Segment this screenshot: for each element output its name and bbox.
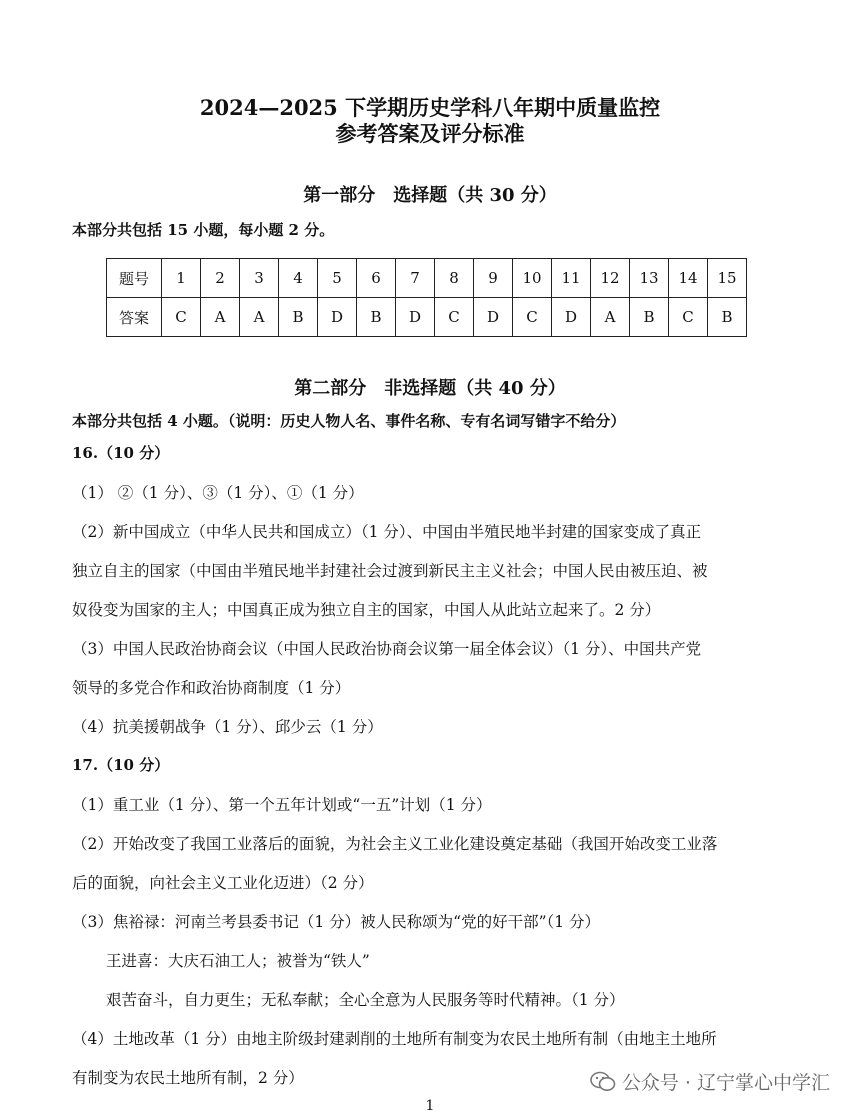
answer-cell: C bbox=[513, 298, 552, 337]
question-number-cell: 14 bbox=[669, 259, 708, 298]
question-number-cell: 3 bbox=[240, 259, 279, 298]
q16-line: （3）中国人民政治协商会议（中国人民政治协商会议第一届全体会议）（1 分）、中国共产党 bbox=[72, 640, 702, 658]
answer-cell: D bbox=[474, 298, 513, 337]
answer-cell: B bbox=[357, 298, 396, 337]
question-number-cell: 8 bbox=[435, 259, 474, 298]
question-number-cell: 11 bbox=[552, 259, 591, 298]
answer-cell: D bbox=[396, 298, 435, 337]
q16-line: （1） ②（1 分）、③（1 分）、①（1 分） bbox=[72, 484, 364, 502]
answer-cell: A bbox=[240, 298, 279, 337]
q16-line: 奴役变为国家的主人；中国真正成为独立自主的国家，中国人从此站立起来了。2 分） bbox=[72, 601, 661, 619]
question-number-cell: 5 bbox=[318, 259, 357, 298]
q17-line: （3）焦裕禄：河南兰考县委书记（1 分）被人民称颂为“党的好干部”（1 分） bbox=[72, 913, 601, 931]
part1-note: 本部分共包括 15 小题，每小题 2 分。 bbox=[72, 221, 335, 239]
answer-table-number-row bbox=[107, 259, 747, 298]
q17-line: （2）开始改变了我国工业落后的面貌，为社会主义工业化建设奠定基础（我国开始改变工业落 bbox=[72, 835, 718, 853]
answer-cell: A bbox=[201, 298, 240, 337]
answer-cell: B bbox=[279, 298, 318, 337]
document-title-line2: 参考答案及评分标准 bbox=[335, 121, 525, 146]
question-number-cell: 1 bbox=[162, 259, 201, 298]
q16-line: （2）新中国成立（中华人民共和国成立）（1 分）、中国由半殖民地半封建的国家变成了真正 bbox=[72, 523, 702, 541]
q17-line: 有制变为农民土地所有制，2 分） bbox=[72, 1069, 304, 1087]
question-number-cell: 15 bbox=[708, 259, 747, 298]
question-number-cell: 6 bbox=[357, 259, 396, 298]
answer-cell: B bbox=[708, 298, 747, 337]
answer-table bbox=[106, 258, 747, 337]
part2-heading: 第二部分 非选择题（共 40 分） bbox=[294, 378, 566, 399]
q17-line: （4）土地改革（1 分）由地主阶级封建剥削的土地所有制变为农民土地所有制（由地主土地所 bbox=[72, 1030, 717, 1048]
q17-label: 17.（10 分） bbox=[72, 756, 170, 774]
q16-label: 16.（10 分） bbox=[72, 444, 170, 462]
question-number-cell: 10 bbox=[513, 259, 552, 298]
wechat-icon bbox=[590, 1071, 616, 1093]
row-label-number: 题号 bbox=[107, 259, 162, 298]
q16-line: 领导的多党合作和政治协商制度（1 分） bbox=[72, 679, 351, 697]
answer-cell: D bbox=[318, 298, 357, 337]
watermark-text: 公众号 · 辽宁掌心中学汇 bbox=[621, 1072, 830, 1094]
answer-table-answer-row bbox=[107, 298, 747, 337]
row-label-answer: 答案 bbox=[107, 298, 162, 337]
answer-cell: C bbox=[435, 298, 474, 337]
answer-cell: B bbox=[630, 298, 669, 337]
document-title-line1: 2024—2025 下学期历史学科八年期中质量监控 bbox=[199, 95, 661, 120]
part1-heading: 第一部分 选择题（共 30 分） bbox=[303, 185, 557, 206]
q17-line: 王进喜：大庆石油工人；被誉为“铁人” bbox=[106, 952, 370, 970]
part2-note: 本部分共包括 4 小题。（说明：历史人物人名、事件名称、专有名词写错字不给分） bbox=[72, 412, 626, 430]
q17-line: 后的面貌，向社会主义工业化迈进）（2 分） bbox=[72, 874, 374, 892]
question-number-cell: 4 bbox=[279, 259, 318, 298]
answer-cell: C bbox=[162, 298, 201, 337]
answer-cell: C bbox=[669, 298, 708, 337]
answer-cell: D bbox=[552, 298, 591, 337]
question-number-cell: 2 bbox=[201, 259, 240, 298]
q16-line: 独立自主的国家（中国由半殖民地半封建社会过渡到新民主主义社会；中国人民由被压迫、被 bbox=[72, 562, 708, 580]
watermark bbox=[590, 1068, 830, 1095]
question-number-cell: 9 bbox=[474, 259, 513, 298]
question-number-cell: 7 bbox=[396, 259, 435, 298]
answer-cell: A bbox=[591, 298, 630, 337]
question-number-cell: 13 bbox=[630, 259, 669, 298]
question-number-cell: 12 bbox=[591, 259, 630, 298]
q16-line: （4）抗美援朝战争（1 分）、邱少云（1 分） bbox=[72, 718, 383, 736]
page-number: 1 bbox=[425, 1098, 435, 1114]
q17-line: （1）重工业（1 分）、第一个五年计划或“一五”计划（1 分） bbox=[72, 796, 492, 814]
q17-line: 艰苦奋斗，自力更生；无私奉献；全心全意为人民服务等时代精神。（1 分） bbox=[106, 991, 625, 1009]
